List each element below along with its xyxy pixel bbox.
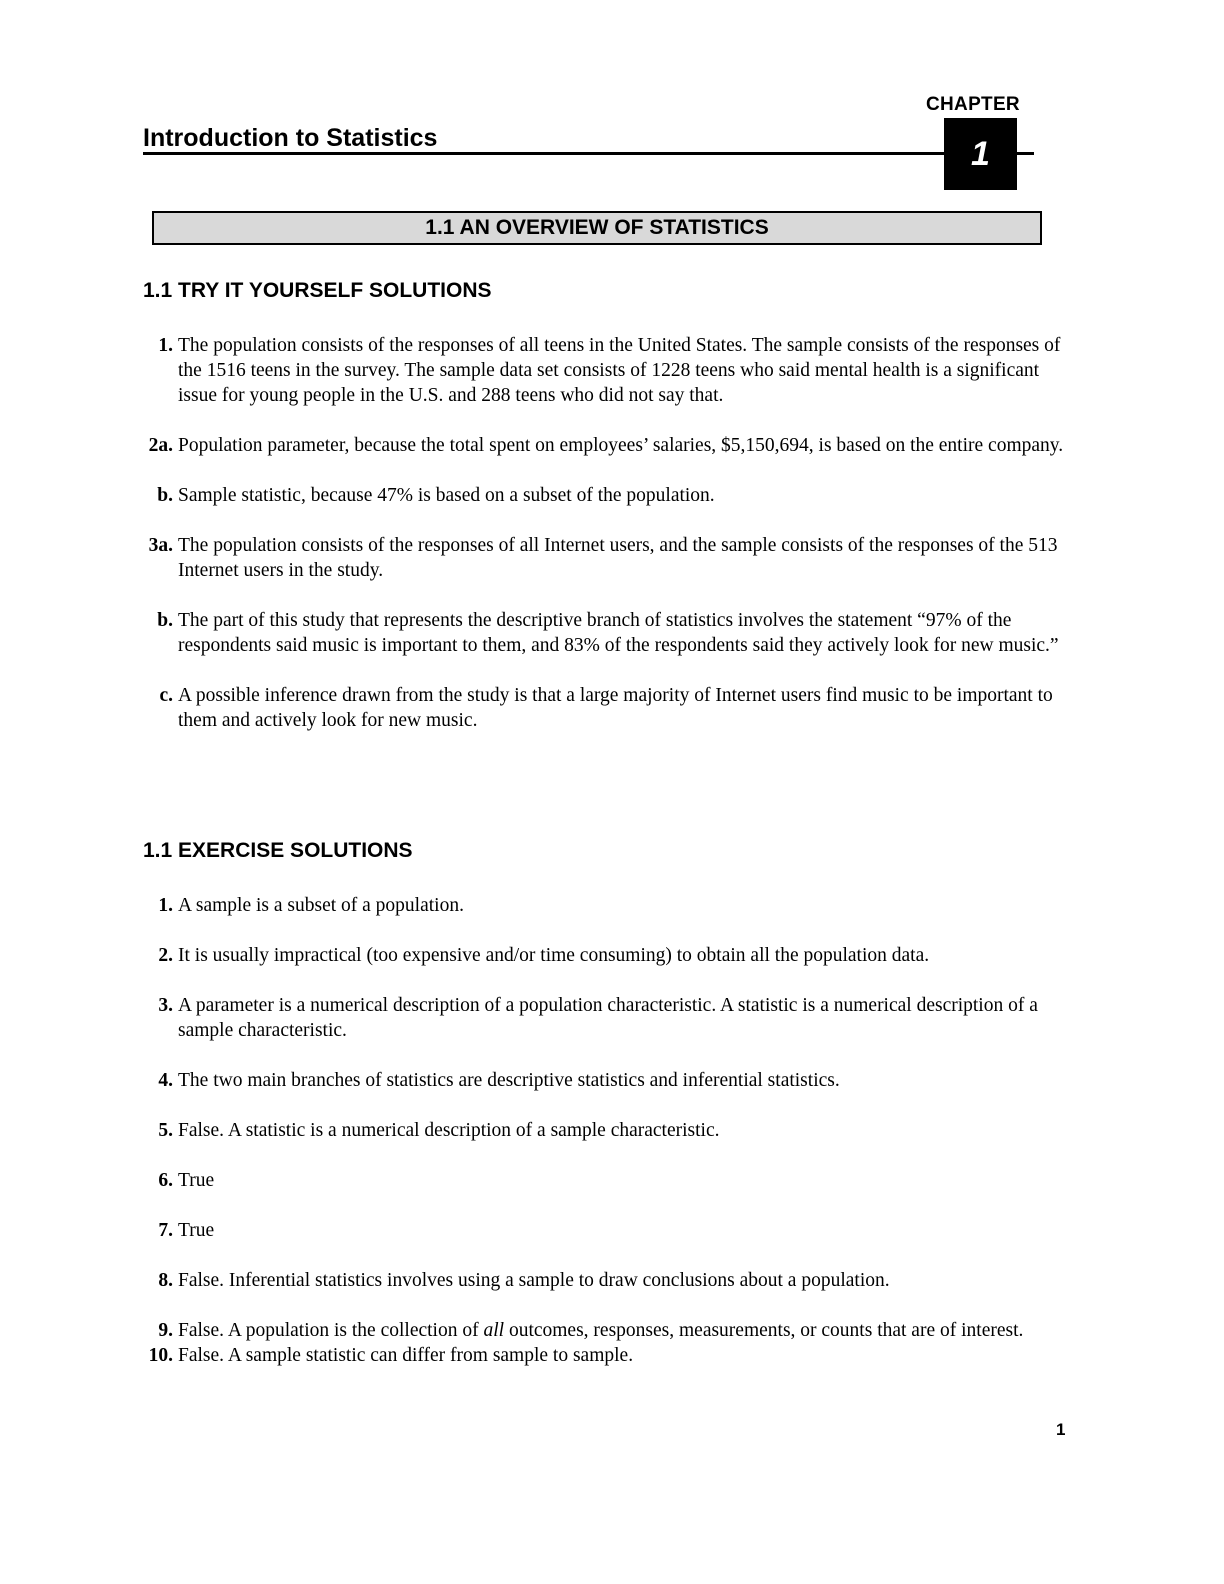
item-text: A sample is a subset of a population. [178,895,464,916]
list-item [140,1118,1080,1143]
item-number: 9. [158,1320,173,1341]
item-text: True [178,1220,215,1241]
item-text: False. A statistic is a numerical description of a sample characteristic. [178,1120,720,1141]
list-item [140,608,1080,658]
list-item [140,533,1080,583]
list-item [140,433,1080,458]
item-text: The two main branches of statistics are descriptive statistics and inferential statistics. [178,1070,840,1091]
item-text: The part of this study that represents the descriptive branch of statistics involves the statement “97% of the respondents said music is important to them, and 83% of the respondents said they actively look for new music.” [178,610,1059,656]
item-number: 1. [158,335,173,356]
item-text: The population consists of the responses of all Internet users, and the sample consists of the responses of the 513 Internet users in the study. [178,535,1058,581]
list-item [140,683,1080,733]
chapter-number: 1 [971,134,990,173]
item-text: A parameter is a numerical description of a population characteristic. A statistic is a numerical description of a sample characteristic. [178,995,1038,1041]
list-item [140,483,1080,508]
exercise-heading: 1.1 EXERCISE SOLUTIONS [143,839,413,862]
page-number: 1 [1056,1420,1066,1439]
item-text-emphasis: all [483,1320,505,1341]
item-number: 3. [158,995,173,1016]
try-it-heading: 1.1 TRY IT YOURSELF SOLUTIONS [143,279,492,302]
list-item [140,1268,1080,1293]
chapter-number-box [944,118,1017,190]
item-number: 8. [158,1270,173,1291]
item-text: True [178,1170,215,1191]
item-number: 6. [158,1170,173,1191]
section-banner: 1.1 AN OVERVIEW OF STATISTICS [152,211,1042,245]
item-text: False. A sample statistic can differ from sample to sample. [178,1345,634,1366]
list-item [140,1168,1080,1193]
item-number: 4. [158,1070,173,1091]
list-item [140,893,1080,918]
item-text: False. Inferential statistics involves using a sample to draw conclusions about a population. [178,1270,890,1291]
list-item [140,333,1080,408]
chapter-title: Introduction to Statistics [143,124,438,152]
list-item [140,993,1080,1043]
item-text: The population consists of the responses of all teens in the United States. The sample consists of the responses of the 1516 teens in the survey. The sample data set consists of 1228 teens who said mental health is a significant issue for young people in the U.S. and 288 teens who did not say that. [178,335,1061,406]
item-number: c. [159,685,173,706]
item-text [178,1318,1080,1343]
chapter-label: CHAPTER [926,94,1020,115]
item-number: 2. [158,945,173,966]
list-item [140,1068,1080,1093]
item-text: A possible inference drawn from the study is that a large majority of Internet users find music to be important to them and actively look for new music. [178,685,1053,731]
list-item [140,1218,1080,1243]
title-rule [143,152,1034,155]
item-number: 7. [158,1220,173,1241]
item-number: 5. [158,1120,173,1141]
item-text: Population parameter, because the total spent on employees’ salaries, $5,150,694, is based on the entire company. [178,435,1064,456]
item-number: 3a. [148,535,173,556]
item-number: 10. [148,1345,173,1366]
item-text-start: False. A population is the collection of [178,1320,484,1341]
list-item [140,1318,1080,1343]
item-text: Sample statistic, because 47% is based on a subset of the population. [178,485,715,506]
item-text: It is usually impractical (too expensive and/or time consuming) to obtain all the population data. [178,945,930,966]
list-item [140,943,1080,968]
item-number: 2a. [148,435,173,456]
exercise-list [140,893,1080,1368]
item-text-end: outcomes, responses, measurements, or counts that are of interest. [504,1320,1024,1341]
try-it-list [140,333,1080,733]
item-number: 1. [158,895,173,916]
item-number: b. [157,485,173,506]
item-number: b. [157,610,173,631]
list-item [140,1343,1080,1368]
